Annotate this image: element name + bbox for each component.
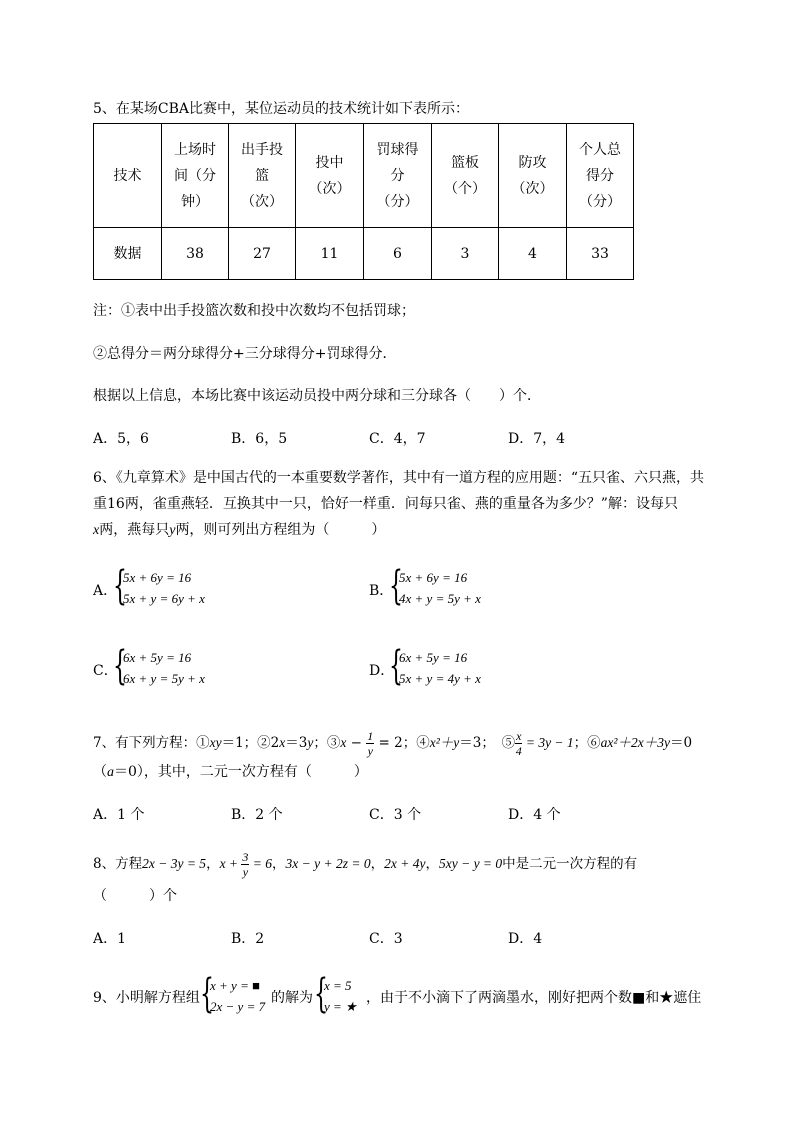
q6-line1: 6、《九章算术》是中国古代的一本重要数学著作，其中有一道方程的应用题：“五只雀、六只燕，共 xyxy=(93,470,705,486)
q6-option-d-system: { 6x + 5y = 16 5x + y = 4y + x xyxy=(389,643,481,689)
table-cell: 33 xyxy=(567,228,634,280)
q6-option-d: D． xyxy=(369,663,395,679)
q9-system-1: { x + y = ■ 2x − y = 7 xyxy=(200,971,266,1017)
q5-note1: 注：①表中出手投篮次数和投中次数均不包括罚球； xyxy=(93,303,415,319)
q9-system-2: { x = 5 y = ★ xyxy=(314,971,357,1017)
table-header-row xyxy=(94,124,634,228)
q8-line2: （ ）个 xyxy=(93,888,177,904)
q5-note2: ②总得分＝两分球得分+三分球得分+罚球得分． xyxy=(93,346,397,362)
table-cell: 4 xyxy=(499,228,567,280)
table-cell: 6 xyxy=(364,228,432,280)
q7-line1: 7、有下列方程：①xy＝1；②2x＝3y；③x − $\frac{1}{y}$ = 2；④x²＋y＝3； ⑤ $\frac{x}{4}$ = 3y − 1；⑥ax²＋2x＋3y＝0 xyxy=(93,729,693,758)
q5-option-d: D．7，4 xyxy=(508,431,566,447)
table-cell: 38 xyxy=(162,228,229,280)
brace-icon: { xyxy=(314,971,328,1017)
var-x: x xyxy=(93,523,100,538)
brace-icon: { xyxy=(389,643,403,689)
q6-option-c-system: { 6x + 5y = 16 6x + y = 5y + x xyxy=(113,643,205,689)
q7-option-d: D．4 个 xyxy=(508,807,561,823)
q7-option-b: B．2 个 xyxy=(231,807,283,823)
brace-icon: { xyxy=(113,643,127,689)
brace-icon: { xyxy=(389,563,403,609)
table-data-row xyxy=(94,228,634,280)
header-cell-defense: 防攻 （次） xyxy=(499,124,567,228)
brace-icon: { xyxy=(113,563,127,609)
table-cell: 数据 xyxy=(94,228,162,280)
q5-option-a: A．5，6 xyxy=(93,431,149,447)
q6-line2: 重16两，雀重燕轻．互换其中一只，恰好一样重．问每只雀、燕的重量各为多少？”解：设每只 xyxy=(93,496,678,512)
q6-option-a-system: { 5x + 6y = 16 5x + y = 6y + x xyxy=(113,563,205,609)
q6-option-a: A． xyxy=(93,583,118,599)
q5-question: 根据以上信息，本场比赛中该运动员投中两分球和三分球各（ ）个． xyxy=(93,388,541,404)
q7-option-a: A．1 个 xyxy=(93,807,145,823)
stats-table xyxy=(93,123,634,280)
q8-option-a: A．1 xyxy=(93,931,127,947)
header-cell-rebounds: 篮板 （个） xyxy=(432,124,499,228)
q9-line1-end: ，由于不小滴下了两滴墨水，刚好把两个数■和★遮住 xyxy=(366,990,702,1006)
header-cell-made: 投中 （次） xyxy=(296,124,364,228)
q6-option-c: C． xyxy=(93,663,118,679)
header-cell-attempts: 出手投 篮 （次） xyxy=(229,124,296,228)
q9-line1-start: 9、小明解方程组 xyxy=(93,990,200,1006)
q5-option-c: C．4，7 xyxy=(369,431,426,447)
q6-option-b-system: { 5x + 6y = 16 4x + y = 5y + x xyxy=(389,563,481,609)
header-cell-freethrow: 罚球得 分 （分） xyxy=(364,124,432,228)
q6-option-b: B． xyxy=(369,583,394,599)
q8-line1: 8、方程2x − 3y = 5，x + $\frac{3}{y}$ = 6，3x − y + 2z = 0，2x + 4y，5xy − y = 0中是二元一次方程的有 xyxy=(93,850,638,879)
header-cell-total: 个人总 得分 （分） xyxy=(567,124,634,228)
q8-option-d: D．4 xyxy=(508,931,543,947)
table-cell: 3 xyxy=(432,228,499,280)
table-cell: 27 xyxy=(229,228,296,280)
q7-line2: （a＝0），其中，二元一次方程有（ ） xyxy=(93,764,368,780)
q7-option-c: C．3 个 xyxy=(369,807,422,823)
header-cell-skill: 技术 xyxy=(94,124,162,228)
q5-stem: 5、在某场CBA比赛中，某位运动员的技术统计如下表所示： xyxy=(93,101,470,117)
q8-option-b: B．2 xyxy=(231,931,265,947)
q8-option-c: C．3 xyxy=(369,931,403,947)
brace-icon: { xyxy=(200,971,214,1017)
table-cell: 11 xyxy=(296,228,364,280)
q5-option-b: B．6，5 xyxy=(231,431,288,447)
q9-line1-mid: 的解为 xyxy=(271,990,313,1006)
var-y: y xyxy=(169,523,176,538)
header-cell-time: 上场时 间（分 钟） xyxy=(162,124,229,228)
q6-line3: x两，燕每只y两，则可列出方程组为（ ） xyxy=(93,522,386,538)
